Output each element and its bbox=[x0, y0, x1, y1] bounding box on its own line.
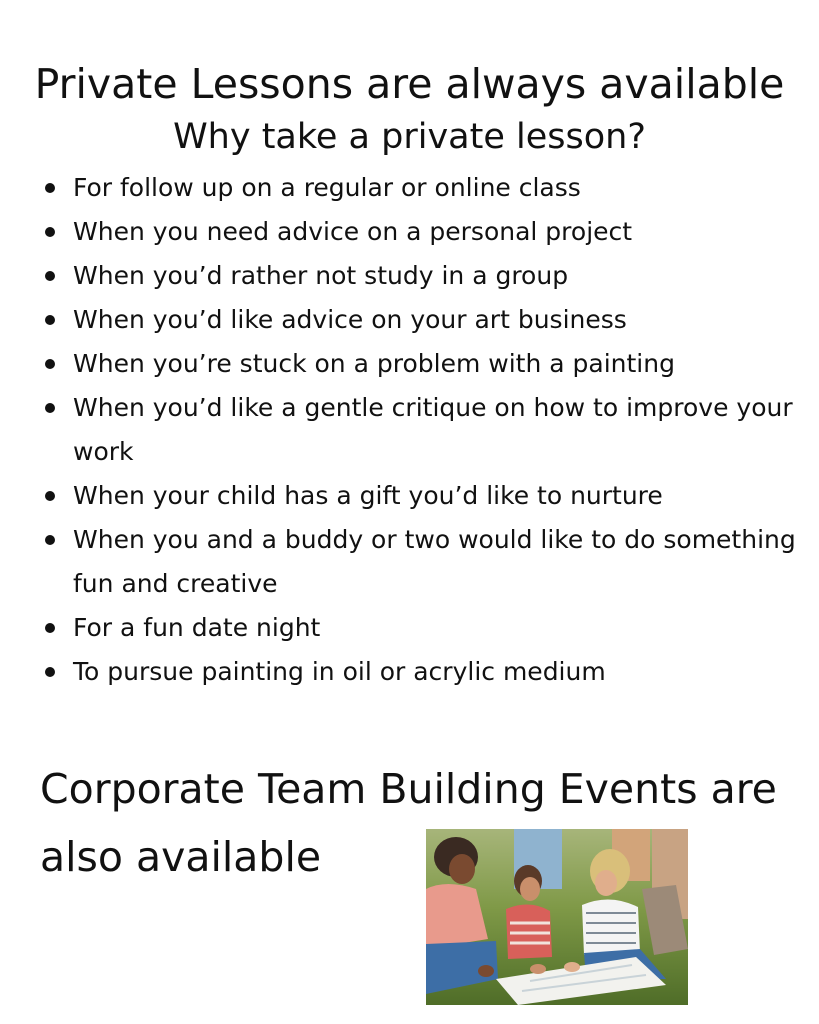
list-item-text: When you and a buddy or two would like to do something fun and creative bbox=[73, 525, 796, 598]
list-item bbox=[40, 342, 800, 386]
bullet-icon bbox=[45, 491, 55, 501]
team-photo bbox=[426, 829, 688, 1005]
bullet-icon bbox=[45, 535, 55, 545]
list-item-text: For a fun date night bbox=[73, 613, 321, 642]
list-item bbox=[40, 210, 800, 254]
bullet-icon bbox=[45, 227, 55, 237]
bullet-icon bbox=[45, 315, 55, 325]
list-item-text: When you’d like a gentle critique on how to improve your work bbox=[73, 393, 793, 466]
list-item-text: When your child has a gift you’d like to nurture bbox=[73, 481, 663, 510]
list-item bbox=[40, 606, 800, 650]
list-item-text: To pursue painting in oil or acrylic medium bbox=[73, 657, 606, 686]
bullet-icon bbox=[45, 667, 55, 677]
page-subtitle: Why take a private lesson? bbox=[173, 117, 646, 157]
list-item-text: When you’d rather not study in a group bbox=[73, 261, 569, 290]
bullet-icon bbox=[45, 271, 55, 281]
list-item bbox=[40, 474, 800, 518]
team-photo-illustration bbox=[426, 829, 688, 1005]
corporate-events-heading: Corporate Team Building Events are also available bbox=[40, 765, 777, 881]
list-item bbox=[40, 298, 800, 342]
reasons-list bbox=[40, 166, 800, 694]
list-item-text: When you’d like advice on your art business bbox=[73, 305, 627, 334]
list-item-text: When you need advice on a personal project bbox=[73, 217, 633, 246]
list-item bbox=[40, 518, 800, 606]
list-item bbox=[40, 650, 800, 694]
list-item bbox=[40, 166, 800, 210]
bullet-icon bbox=[45, 359, 55, 369]
bullet-icon bbox=[45, 183, 55, 193]
page-title: Private Lessons are always available bbox=[34, 60, 785, 108]
list-item-text: When you’re stuck on a problem with a painting bbox=[73, 349, 675, 378]
list-item bbox=[40, 254, 800, 298]
list-item-text: For follow up on a regular or online class bbox=[73, 173, 581, 202]
bullet-icon bbox=[45, 403, 55, 413]
bullet-icon bbox=[45, 623, 55, 633]
list-item bbox=[40, 386, 800, 474]
